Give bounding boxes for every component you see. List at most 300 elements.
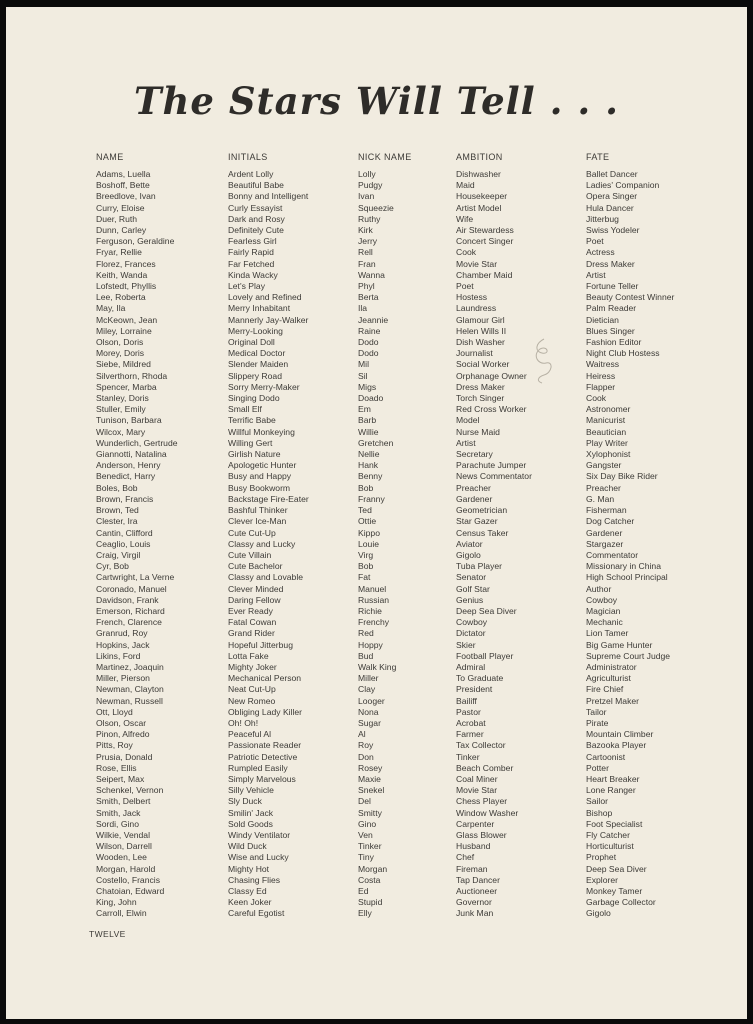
cell-name: Siebe, Mildred [96, 359, 151, 370]
cell-initials: Ardent Lolly [228, 169, 274, 179]
header-nick-name: NICK NAME [358, 152, 412, 162]
cell-name: Ceaglio, Louis [96, 538, 151, 549]
cell-nick-name: Nona [358, 706, 379, 717]
cell-name: Curry, Eloise [96, 202, 145, 213]
cell-fate: Agriculturist [586, 673, 631, 684]
cell-name: Lofstedt, Phyllis [96, 281, 157, 292]
cell-initials: Cute Villain [228, 549, 272, 560]
cell-initials: Terrific Babe [228, 415, 276, 426]
cell-nick-name: Ed [358, 886, 369, 896]
cell-fate: Deep Sea Diver [586, 863, 647, 874]
cell-fate: Fashion Editor [586, 337, 642, 348]
cell-name: Keith, Wanda [96, 269, 148, 280]
cell-ambition: Chamber Maid [456, 269, 513, 280]
cell-initials: Singing Dodo [228, 393, 280, 404]
cell-ambition: Red Cross Worker [456, 404, 527, 415]
cell-fate: Night Club Hostess [586, 348, 660, 359]
cell-fate: Mechanic [586, 617, 623, 628]
cell-initials: Sorry Merry-Maker [228, 381, 300, 392]
cell-name: Tunison, Barbara [96, 415, 162, 426]
cell-initials: Fearless Girl [228, 236, 277, 247]
cell-name: Granrud, Roy [96, 628, 148, 639]
cell-fate: Astronomer [586, 404, 631, 415]
cell-nick-name: Al [358, 729, 366, 740]
cell-fate: Bazooka Player [586, 740, 647, 751]
cell-fate: Fisherman [586, 505, 627, 516]
cell-fate: Dietician [586, 314, 619, 325]
cell-name: Morey, Doris [96, 348, 145, 359]
cell-name: Breedlove, Ivan [96, 191, 156, 202]
cell-ambition: Acrobat [456, 717, 486, 728]
cell-name: Spencer, Marba [96, 381, 157, 392]
cell-ambition: Artist [456, 437, 476, 448]
cell-ambition: Concert Singer [456, 236, 514, 247]
cell-name: Brown, Francis [96, 493, 154, 504]
cell-nick-name: Phyl [358, 281, 375, 292]
cell-fate: Palm Reader [586, 303, 637, 314]
cell-nick-name: Costa [358, 874, 381, 885]
cell-initials: Mighty Hot [228, 863, 270, 874]
cell-ambition: Auctioneer [456, 886, 498, 896]
cell-name: French, Clarence [96, 617, 162, 628]
cell-fate: Sailor [586, 796, 608, 807]
cell-initials: Windy Ventilator [228, 829, 291, 840]
cell-name: Pitts, Roy [96, 740, 133, 751]
cell-name: Fryar, Rellie [96, 247, 142, 258]
cell-nick-name: Hank [358, 460, 379, 471]
cell-ambition: Model [456, 415, 480, 426]
cell-name: Boles, Bob [96, 482, 138, 493]
cell-nick-name: Richie [358, 605, 382, 616]
cell-ambition: Air Stewardess [456, 225, 514, 236]
cell-name: Silverthorn, Rhoda [96, 370, 168, 381]
cell-nick-name: Dodo [358, 348, 379, 359]
cell-nick-name: Rosey [358, 762, 383, 773]
cell-fate: Horticulturist [586, 841, 634, 852]
cell-ambition: Cook [456, 247, 477, 258]
cell-name: Florez, Frances [96, 258, 156, 269]
cell-ambition: Census Taker [456, 527, 509, 538]
cell-fate: Preacher [586, 482, 621, 493]
cell-initials: Bashful Thinker [228, 505, 288, 516]
cell-nick-name: Bud [358, 650, 374, 661]
cell-ambition: Journalist [456, 348, 493, 359]
cell-ambition: Glass Blower [456, 829, 507, 840]
cell-initials: Daring Fellow [228, 594, 281, 605]
cell-name: Wilson, Darrell [96, 841, 152, 852]
cell-ambition: Preacher [456, 482, 491, 493]
cell-ambition: Farmer [456, 729, 484, 740]
cell-initials: Merry-Looking [228, 325, 283, 336]
cell-ambition: Fireman [456, 863, 488, 874]
cell-nick-name: Berta [358, 292, 379, 303]
cell-name: Anderson, Henry [96, 460, 161, 471]
cell-name: Wilkie, Vendal [96, 829, 150, 840]
cell-initials: Smilin' Jack [228, 807, 274, 818]
header-initials: INITIALS [228, 152, 268, 162]
cell-nick-name: Morgan [358, 863, 388, 874]
cell-fate: Fly Catcher [586, 829, 630, 840]
cell-initials: New Romeo [228, 695, 276, 706]
cell-fate: Cook [586, 393, 607, 404]
cell-fate: Ladies' Companion [586, 180, 660, 191]
cell-ambition: Cowboy [456, 617, 488, 628]
cell-initials: Kinda Wacky [228, 269, 278, 280]
cell-name: Smith, Jack [96, 807, 141, 818]
cell-nick-name: Benny [358, 471, 383, 482]
cell-name: Newman, Russell [96, 695, 163, 706]
cell-ambition: Orphanage Owner [456, 370, 527, 381]
cell-fate: Lone Ranger [586, 785, 636, 796]
cell-nick-name: Nellie [358, 449, 380, 460]
cell-initials: Clever Ice-Man [228, 516, 287, 527]
header-name: NAME [96, 152, 124, 162]
cell-ambition: Football Player [456, 650, 514, 661]
cell-initials: Let's Play [228, 281, 265, 292]
cell-initials: Careful Egotist [228, 908, 285, 919]
cell-ambition: Social Worker [456, 359, 510, 370]
cell-name: Ott, Lloyd [96, 706, 133, 717]
cell-initials: Small Elf [228, 404, 262, 415]
cell-fate: Foot Specialist [586, 818, 643, 829]
cell-ambition: Dish Washer [456, 337, 505, 348]
cell-fate: Tailor [586, 706, 607, 717]
cell-initials: Peaceful Al [228, 729, 271, 740]
cell-ambition: Poet [456, 281, 474, 292]
cell-initials: Busy and Happy [228, 471, 292, 482]
cell-ambition: Skier [456, 639, 476, 650]
cell-fate: Poet [586, 236, 604, 247]
cell-fate: Six Day Bike Rider [586, 471, 658, 482]
cell-name: Lee, Roberta [96, 292, 146, 303]
cell-nick-name: Doado [358, 393, 384, 404]
cell-fate: Gardener [586, 527, 623, 538]
column-fate [586, 169, 674, 920]
cell-ambition: Chef [456, 852, 475, 863]
cell-name: Clester, Ira [96, 516, 138, 527]
column-ambition [456, 169, 532, 920]
cell-fate: Swiss Yodeler [586, 225, 640, 236]
cell-fate: Pirate [586, 717, 609, 728]
cell-name: Martinez, Joaquin [96, 661, 164, 672]
cell-fate: Beautician [586, 426, 627, 437]
cell-name: Schenkel, Vernon [96, 785, 164, 796]
cell-initials: Original Doll [228, 337, 275, 348]
cell-ambition: Helen Wills II [456, 325, 507, 336]
cell-fate: Potter [586, 762, 609, 773]
cell-initials: Wild Duck [228, 841, 267, 852]
cell-name: McKeown, Jean [96, 314, 158, 325]
cell-ambition: Senator [456, 572, 487, 583]
cell-fate: Bishop [586, 807, 613, 818]
cell-nick-name: Ven [358, 829, 373, 840]
cell-initials: Grand Rider [228, 628, 275, 639]
cell-fate: Fire Chief [586, 684, 624, 695]
cell-initials: Medical Doctor [228, 348, 286, 359]
cell-initials: Rumpled Easily [228, 762, 288, 773]
cell-nick-name: Rell [358, 247, 373, 258]
cell-nick-name: Dodo [358, 337, 379, 348]
cell-initials: Fairly Rapid [228, 247, 274, 258]
cell-nick-name: Bob [358, 482, 374, 493]
cell-fate: Lion Tamer [586, 628, 629, 639]
cell-initials: Bonny and Intelligent [228, 191, 309, 202]
cell-name: Prusia, Donald [96, 751, 153, 762]
cell-fate: Blues Singer [586, 325, 635, 336]
cell-name: Boshoff, Bette [96, 180, 150, 191]
cell-nick-name: Stupid [358, 897, 383, 908]
cell-fate: G. Man [586, 493, 615, 504]
cell-fate: Gigolo [586, 908, 611, 919]
cell-ambition: Junk Man [456, 908, 494, 919]
cell-ambition: Geometrician [456, 505, 508, 516]
cell-fate: Author [586, 583, 612, 594]
cell-fate: Explorer [586, 874, 618, 885]
cell-ambition: Aviator [456, 538, 483, 549]
cell-nick-name: Migs [358, 381, 377, 392]
cell-initials: Busy Bookworm [228, 482, 291, 493]
cell-fate: High School Principal [586, 572, 668, 583]
cell-name: Cartwright, La Verne [96, 572, 175, 583]
cell-ambition: Dictator [456, 628, 486, 639]
cell-nick-name: Ruthy [358, 213, 381, 224]
cell-nick-name: Barb [358, 415, 377, 426]
cell-name: Adams, Luella [96, 169, 151, 179]
cell-name: Ferguson, Geraldine [96, 236, 175, 247]
cell-nick-name: Red [358, 628, 374, 639]
cell-fate: Missionary in China [586, 561, 661, 572]
cell-ambition: Tax Collector [456, 740, 506, 751]
cell-initials: Passionate Reader [228, 740, 302, 751]
cell-name: Olson, Doris [96, 337, 144, 348]
cell-initials: Ever Ready [228, 605, 273, 616]
cell-nick-name: Elly [358, 908, 372, 919]
cell-name: Miley, Lorraine [96, 325, 152, 336]
cell-name: Hopkins, Jack [96, 639, 150, 650]
cell-name: Likins, Ford [96, 650, 141, 661]
cell-initials: Mechanical Person [228, 673, 302, 684]
cell-fate: Commentator [586, 549, 639, 560]
cell-name: Coronado, Manuel [96, 583, 167, 594]
cell-fate: Cowboy [586, 594, 618, 605]
cell-name: Carroll, Elwin [96, 908, 147, 919]
cell-ambition: Governor [456, 897, 492, 908]
cell-ambition: Dishwasher [456, 169, 501, 179]
cell-ambition: Coal Miner [456, 773, 498, 784]
cell-fate: Jitterbug [586, 213, 619, 224]
cell-name: Seipert, Max [96, 773, 145, 784]
cell-ambition: Tap Dancer [456, 874, 500, 885]
cell-ambition: Torch Singer [456, 393, 505, 404]
cell-initials: Neat Cut-Up [228, 684, 276, 695]
cell-name: Benedict, Harry [96, 471, 156, 482]
cell-nick-name: Jeannie [358, 314, 389, 325]
page-number: TWELVE [89, 929, 126, 939]
cell-nick-name: Miller [358, 673, 379, 684]
cell-nick-name: Manuel [358, 583, 387, 594]
cell-ambition: Star Gazer [456, 516, 498, 527]
cell-nick-name: Russian [358, 594, 390, 605]
cell-ambition: Maid [456, 180, 475, 191]
cell-initials: Mighty Joker [228, 661, 277, 672]
cell-name: Sordi, Gino [96, 818, 139, 829]
cell-nick-name: Maxie [358, 773, 381, 784]
cell-name: Emerson, Richard [96, 605, 165, 616]
cell-fate: Big Game Hunter [586, 639, 653, 650]
cell-initials: Willing Gert [228, 437, 273, 448]
cell-initials: Mannerly Jay-Walker [228, 314, 309, 325]
cell-fate: Ballet Dancer [586, 169, 638, 179]
cell-nick-name: Lolly [358, 169, 376, 179]
cell-nick-name: Fran [358, 258, 376, 269]
cell-nick-name: Don [358, 751, 374, 762]
cell-initials: Simply Marvelous [228, 773, 296, 784]
cell-nick-name: Pudgy [358, 180, 383, 191]
cell-nick-name: Snekel [358, 785, 385, 796]
cell-ambition: Carpenter [456, 818, 495, 829]
cell-name: Rose, Ellis [96, 762, 137, 773]
cell-initials: Wise and Lucky [228, 852, 289, 863]
cell-name: Cyr, Bob [96, 561, 129, 572]
cell-initials: Far Fetched [228, 258, 275, 269]
cell-nick-name: Smitty [358, 807, 382, 818]
pencil-scribble [526, 335, 562, 385]
cell-initials: Hopeful Jitterbug [228, 639, 293, 650]
cell-nick-name: Looger [358, 695, 385, 706]
cell-ambition: Chess Player [456, 796, 508, 807]
cell-initials: Sold Goods [228, 818, 273, 829]
cell-nick-name: Gretchen [358, 437, 394, 448]
cell-name: Giannotti, Natalina [96, 449, 167, 460]
cell-nick-name: Franny [358, 493, 385, 504]
cell-fate: Mountain Climber [586, 729, 654, 740]
cell-nick-name: Tinker [358, 841, 382, 852]
cell-fate: Xylophonist [586, 449, 631, 460]
cell-initials: Apologetic Hunter [228, 460, 297, 471]
cell-fate: Beauty Contest Winner [586, 292, 675, 303]
cell-fate: Pretzel Maker [586, 695, 640, 706]
cell-name: Davidson, Frank [96, 594, 159, 605]
cell-fate: Actress [586, 247, 615, 258]
cell-ambition: Wife [456, 213, 474, 224]
cell-ambition: Artist Model [456, 202, 502, 213]
cell-nick-name: Fat [358, 572, 371, 583]
cell-nick-name: Walk King [358, 661, 397, 672]
cell-nick-name: Kippo [358, 527, 380, 538]
cell-name: Stuller, Emily [96, 404, 146, 415]
cell-nick-name: Wanna [358, 269, 385, 280]
cell-initials: Cute Cut-Up [228, 527, 276, 538]
header-fate: FATE [586, 152, 610, 162]
cell-nick-name: Bob [358, 561, 374, 572]
cell-name: Costello, Francis [96, 874, 160, 885]
cell-nick-name: Em [358, 404, 371, 415]
cell-initials: Classy Ed [228, 886, 267, 896]
cell-ambition: Husband [456, 841, 491, 852]
cell-ambition: Bailiff [456, 695, 477, 706]
cell-nick-name: Del [358, 796, 371, 807]
cell-initials: Dark and Rosy [228, 213, 285, 224]
cell-initials: Girlish Nature [228, 449, 281, 460]
cell-nick-name: Ivan [358, 191, 375, 202]
cell-nick-name: Jerry [358, 236, 378, 247]
column-initials [228, 169, 309, 920]
cell-name: Morgan, Harold [96, 863, 156, 874]
cell-fate: Garbage Collector [586, 897, 656, 908]
cell-nick-name: Ted [358, 505, 372, 516]
cell-name: Craig, Virgil [96, 549, 141, 560]
cell-initials: Fatal Cowan [228, 617, 277, 628]
cell-nick-name: Sugar [358, 717, 381, 728]
cell-fate: Dog Catcher [586, 516, 635, 527]
cell-initials: Slippery Road [228, 370, 282, 381]
cell-fate: Manicurist [586, 415, 626, 426]
cell-ambition: Laundress [456, 303, 497, 314]
cell-ambition: Gardener [456, 493, 493, 504]
cell-ambition: Movie Star [456, 258, 498, 269]
cell-ambition: President [456, 684, 493, 695]
header-ambition: AMBITION [456, 152, 503, 162]
cell-initials: Backstage Fire-Eater [228, 493, 309, 504]
cell-nick-name: Clay [358, 684, 376, 695]
cell-fate: Supreme Court Judge [586, 650, 671, 661]
cell-fate: Magician [586, 605, 621, 616]
cell-fate: Waitress [586, 359, 620, 370]
cell-fate: Heiress [586, 370, 616, 381]
cell-nick-name: Raine [358, 325, 381, 336]
cell-initials: Cute Bachelor [228, 561, 283, 572]
cell-name: Newman, Clayton [96, 684, 164, 695]
cell-ambition: Dress Maker [456, 381, 505, 392]
cell-ambition: News Commentator [456, 471, 532, 482]
cell-ambition: Housekeeper [456, 191, 508, 202]
cell-fate: Administrator [586, 661, 637, 672]
cell-fate: Heart Breaker [586, 773, 640, 784]
cell-ambition: Hostess [456, 292, 488, 303]
cell-ambition: Tuba Player [456, 561, 503, 572]
cell-initials: Curly Essayist [228, 202, 283, 213]
cell-fate: Monkey Tamer [586, 886, 643, 896]
cell-fate: Hula Dancer [586, 202, 634, 213]
cell-initials: Lovely and Refined [228, 292, 302, 303]
cell-fate: Stargazer [586, 538, 624, 549]
cell-fate: Dress Maker [586, 258, 635, 269]
cell-initials: Beautiful Babe [228, 180, 284, 191]
cell-initials: Classy and Lovable [228, 572, 304, 583]
cell-fate: Flapper [586, 381, 616, 392]
cell-initials: Slender Maiden [228, 359, 289, 370]
cell-fate: Fortune Teller [586, 281, 639, 292]
cell-initials: Keen Joker [228, 897, 272, 908]
cell-nick-name: Kirk [358, 225, 373, 236]
cell-name: Olson, Oscar [96, 717, 147, 728]
cell-fate: Cartoonist [586, 751, 626, 762]
cell-nick-name: Louie [358, 538, 380, 549]
cell-ambition: Tinker [456, 751, 480, 762]
cell-name: King, John [96, 897, 137, 908]
cell-name: Brown, Ted [96, 505, 139, 516]
cell-name: Wunderlich, Gertrude [96, 437, 178, 448]
cell-initials: Patriotic Detective [228, 751, 298, 762]
cell-nick-name: Squeezie [358, 202, 394, 213]
cell-initials: Silly Vehicle [228, 785, 274, 796]
cell-nick-name: Sil [358, 370, 368, 381]
cell-ambition: Admiral [456, 661, 486, 672]
cell-ambition: Pastor [456, 706, 481, 717]
column-nick-name [358, 169, 396, 920]
cell-nick-name: Mil [358, 359, 369, 370]
cell-ambition: Genius [456, 594, 484, 605]
